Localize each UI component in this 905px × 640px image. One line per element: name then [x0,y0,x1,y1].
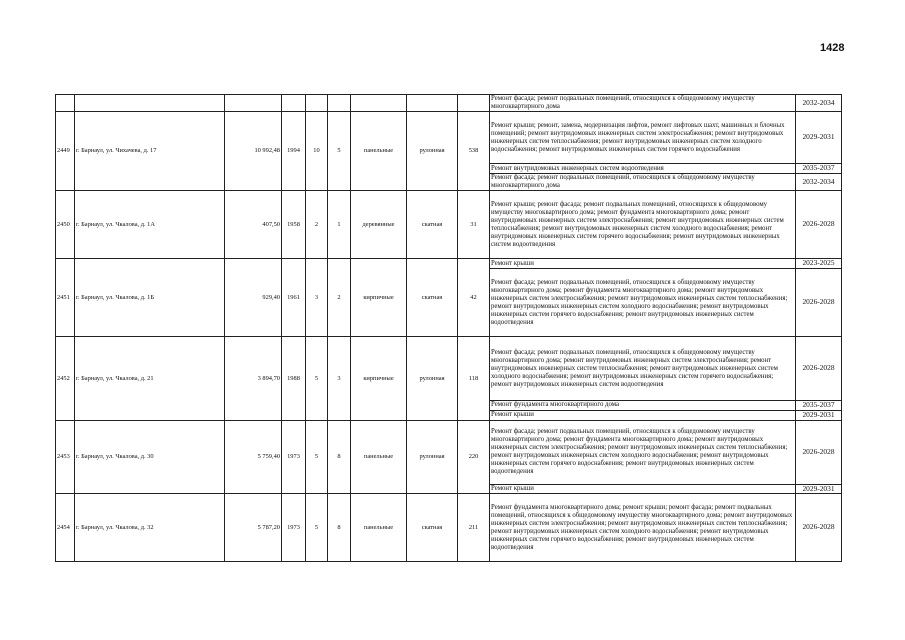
row-number: 2454 [56,494,75,562]
work-period: 2032-2034 [796,174,842,191]
row-number: 2451 [56,259,75,337]
roof-type: рулонная [407,337,458,420]
roof-type: скатная [407,259,458,337]
wall-material: панельные [351,420,407,494]
floors-count: 5 [306,420,328,494]
work-period: 2029-2031 [796,484,842,494]
residents-count: 211 [458,494,490,562]
work-period: 2026-2028 [796,337,842,401]
table-row [56,191,842,259]
residents-count: 31 [458,191,490,259]
work-description: Ремонт крыши; ремонт фасада; ремонт подвальных помещений, относящихся к общедомовому имуществу многоквартирного дома; ремонт фундамента многоквартирного дома; ремонт внутридомовых инженерных систем электроснабжения; ремонт внутридомовых инженерных систем теплоснабжения; ремонт внутридомовых инженерных систем холодного водоснабжения; ремонт внутридомовых инженерных систем горячего водоснабжения; ремонт внутридомовых инженерных систем водоотведения [490,191,796,259]
empty-cell [225,95,282,112]
work-description: Ремонт фундамента многоквартирного дома; ремонт крыши; ремонт фасада; ремонт подвальных помещений, относящихся к общедомовому имуществу многоквартирного дома; ремонт внутридомовых инженерных систем электроснабжения; ремонт внутридомовых инженерных систем теплоснабжения; ремонт внутридомовых инженерных систем холодного водоснабжения; ремонт внутридомовых инженерных систем горячего водоснабжения; ремонт внутридомовых инженерных систем водоотведения [490,494,796,562]
residents-count: 538 [458,112,490,191]
empty-cell [458,95,490,112]
table-row [56,112,842,164]
wall-material: кирпичные [351,337,407,420]
building-address: г. Барнаул, ул. Чкалова, д. 21 [75,337,225,420]
empty-cell [351,95,407,112]
wall-material: панельные [351,112,407,191]
residents-count: 42 [458,259,490,337]
build-year: 1988 [282,337,306,420]
work-description: Ремонт крыши [490,410,796,420]
work-description: Ремонт крыши [490,259,796,269]
residents-count: 118 [458,337,490,420]
build-year: 1958 [282,191,306,259]
work-description: Ремонт фасада; ремонт подвальных помещений, относящихся к общедомовому имуществу многоквартирного дома [490,95,796,112]
row-number: 2453 [56,420,75,494]
empty-cell [306,95,328,112]
total-area: 5 759,40 [225,420,282,494]
wall-material: панельные [351,494,407,562]
roof-type: скатная [407,191,458,259]
work-period: 2023-2025 [796,259,842,269]
empty-cell [407,95,458,112]
work-description: Ремонт фасада; ремонт подвальных помещений, относящихся к общедомовому имуществу многоквартирного дома; ремонт фундамента многоквартирного дома; ремонт внутридомовых инженерных систем электроснабжения; ремонт внутридомовых инженерных систем теплоснабжения; ремонт внутридомовых инженерных систем холодного водоснабжения; ремонт внутридомовых инженерных систем горячего водоснабжения; ремонт внутридомовых инженерных систем водоотведения [490,420,796,484]
residents-count: 220 [458,420,490,494]
table-row [56,420,842,484]
roof-type: скатная [407,494,458,562]
building-address: г. Барнаул, ул. Чихачева, д. 17 [75,112,225,191]
work-description: Ремонт внутридомовых инженерных систем водоотведения [490,164,796,174]
total-area: 3 894,70 [225,337,282,420]
build-year: 1961 [282,259,306,337]
total-area: 10 992,48 [225,112,282,191]
floors-count: 10 [306,112,328,191]
floors-count: 3 [306,259,328,337]
work-period: 2029-2031 [796,410,842,420]
entrances-count: 5 [328,112,351,191]
entrances-count: 1 [328,191,351,259]
table-row [56,259,842,269]
entrances-count: 8 [328,420,351,494]
row-number: 2449 [56,112,75,191]
building-address: г. Барнаул, ул. Чкалова, д. 1А [75,191,225,259]
total-area: 407,50 [225,191,282,259]
table-row [56,337,842,401]
row-number: 2450 [56,191,75,259]
roof-type: рулонная [407,112,458,191]
build-year: 1994 [282,112,306,191]
floors-count: 5 [306,337,328,420]
empty-cell [56,95,75,112]
total-area: 929,40 [225,259,282,337]
work-period: 2035-2037 [796,164,842,174]
work-period: 2035-2037 [796,401,842,411]
work-description: Ремонт фасада; ремонт подвальных помещений, относящихся к общедомовому имуществу многоквартирного дома [490,174,796,191]
work-description: Ремонт фасада; ремонт подвальных помещений, относящихся к общедомовому имуществу многоквартирного дома; ремонт внутридомовых инженерных систем электроснабжения; ремонт внутридомовых инженерных систем теплоснабжения; ремонт внутридомовых инженерных систем холодного водоснабжения; ремонт внутридомовых инженерных систем горячего водоснабжения; ремонт внутридомовых инженерных систем водоотведения [490,337,796,401]
work-period: 2029-2031 [796,112,842,164]
work-period: 2032-2034 [796,95,842,112]
build-year: 1973 [282,420,306,494]
table-row [56,494,842,562]
entrances-count: 2 [328,259,351,337]
floors-count: 2 [306,191,328,259]
wall-material: кирпичные [351,259,407,337]
work-description: Ремонт фундамента многоквартирного дома [490,401,796,411]
work-description: Ремонт крыши [490,484,796,494]
work-period: 2026-2028 [796,269,842,337]
total-area: 5 787,20 [225,494,282,562]
entrances-count: 3 [328,337,351,420]
page-number: 1428 [820,42,845,54]
build-year: 1973 [282,494,306,562]
roof-type: рулонная [407,420,458,494]
table-row [56,95,842,112]
building-address: г. Барнаул, ул. Чкалова, д. 32 [75,494,225,562]
entrances-count: 8 [328,494,351,562]
row-number: 2452 [56,337,75,420]
work-period: 2026-2028 [796,191,842,259]
work-period: 2026-2028 [796,420,842,484]
wall-material: деревянные [351,191,407,259]
empty-cell [75,95,225,112]
repair-schedule-table [55,94,842,562]
work-description: Ремонт фасада; ремонт подвальных помещений, относящихся к общедомовому имуществу многоквартирного дома; ремонт фундамента многоквартирного дома; ремонт внутридомовых инженерных систем электроснабжения; ремонт внутридомовых инженерных систем теплоснабжения; ремонт внутридомовых инженерных систем холодного водоснабжения; ремонт внутридомовых инженерных систем горячего водоснабжения; ремонт внутридомовых инженерных систем водоотведения [490,269,796,337]
empty-cell [328,95,351,112]
building-address: г. Барнаул, ул. Чкалова, д. 30 [75,420,225,494]
empty-cell [282,95,306,112]
building-address: г. Барнаул, ул. Чкалова, д. 1Б [75,259,225,337]
floors-count: 5 [306,494,328,562]
work-period: 2026-2028 [796,494,842,562]
work-description: Ремонт крыши; ремонт, замена, модернизация лифтов, ремонт лифтовых шахт, машинных и блочных помещений; ремонт внутридомовых инженерных систем электроснабжения; ремонт внутридомовых инженерных систем теплоснабжения; ремонт внутридомовых инженерных систем холодного водоснабжения; ремонт внутридомовых инженерных систем горячего водоснабжения [490,112,796,164]
